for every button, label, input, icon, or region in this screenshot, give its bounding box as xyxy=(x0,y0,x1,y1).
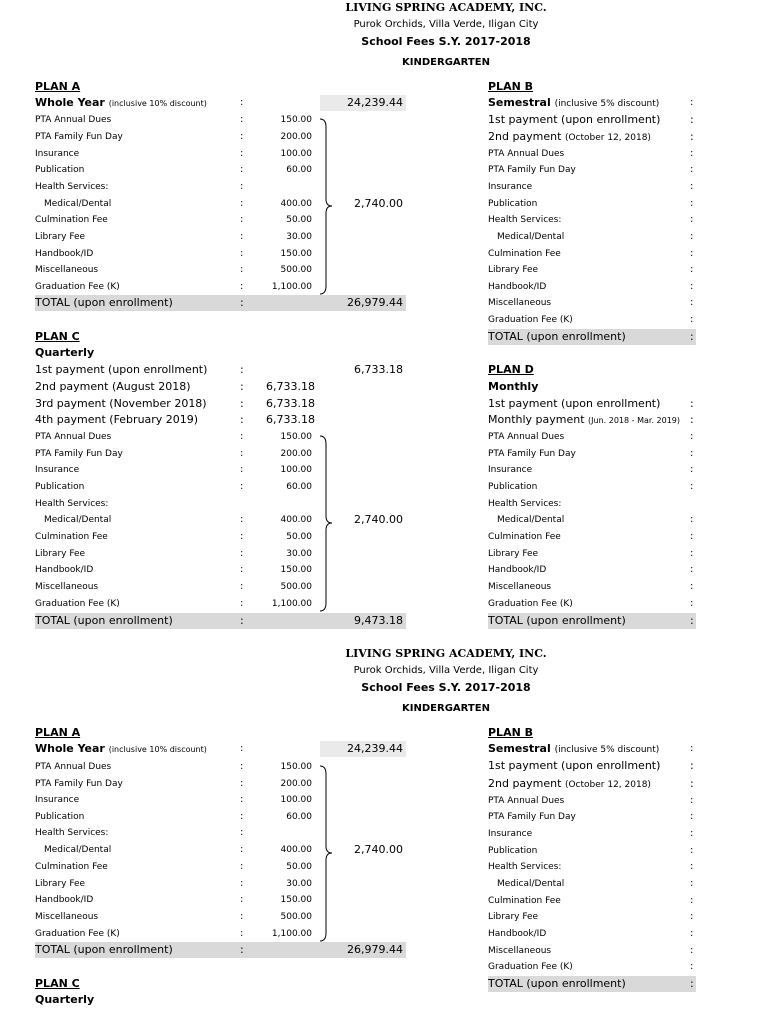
brace-icon xyxy=(318,436,338,611)
plan-title: PLAN D xyxy=(488,363,534,376)
fees-title: School Fees S.Y. 2017-2018 xyxy=(361,681,531,694)
document-header xyxy=(0,0,768,71)
school-name: LIVING SPRING ACADEMY, INC. xyxy=(345,647,547,660)
plan-title: PLAN C xyxy=(35,977,80,990)
grade-level: KINDERGARTEN xyxy=(402,703,490,714)
plan-subtitle: Quarterly xyxy=(35,993,95,1006)
plan-subtitle: Quarterly xyxy=(35,346,95,359)
school-name: LIVING SPRING ACADEMY, INC. xyxy=(345,1,547,14)
plan-total: 9,473.18 xyxy=(354,614,403,627)
plan-note: (inclusive 10% discount) xyxy=(108,745,207,754)
plan-title: PLAN B xyxy=(488,80,534,93)
school-address: Purok Orchids, Villa Verde, Iligan City xyxy=(353,19,539,30)
plan-note: (inclusive 5% discount) xyxy=(554,99,660,109)
grade-level: KINDERGARTEN xyxy=(402,57,490,68)
brace-icon xyxy=(318,119,338,294)
total-label: TOTAL (upon enrollment) xyxy=(488,614,626,627)
plan-total: 26,979.44 xyxy=(347,943,403,956)
total-label: TOTAL (upon enrollment) xyxy=(35,943,173,956)
plan-subtitle: Semestral xyxy=(488,96,551,109)
plan-subtitle: Whole Year xyxy=(35,742,105,755)
subtotal: 2,740.00 xyxy=(354,197,403,210)
plan-title: PLAN A xyxy=(35,726,81,739)
document-header xyxy=(0,646,768,717)
subtotal: 2,740.00 xyxy=(354,513,403,526)
plan-amount: 24,239.44 xyxy=(347,742,403,755)
plan-note: (inclusive 10% discount) xyxy=(108,99,207,108)
plan-subtitle: Whole Year xyxy=(35,96,105,109)
plan-title: PLAN C xyxy=(35,330,80,343)
brace-icon xyxy=(318,766,338,941)
school-address: Purok Orchids, Villa Verde, Iligan City xyxy=(353,665,539,676)
subtotal: 2,740.00 xyxy=(354,843,403,856)
plan-subtitle: Semestral xyxy=(488,742,551,755)
total-label: TOTAL (upon enrollment) xyxy=(35,296,173,309)
total-label: TOTAL (upon enrollment) xyxy=(35,614,173,627)
fees-title: School Fees S.Y. 2017-2018 xyxy=(361,35,531,48)
plan-total: 26,979.44 xyxy=(347,296,403,309)
plan-note: (inclusive 5% discount) xyxy=(554,745,660,755)
plan-title: PLAN A xyxy=(35,80,81,93)
total-label: TOTAL (upon enrollment) xyxy=(488,977,626,990)
total-label: TOTAL (upon enrollment) xyxy=(488,330,626,343)
plan-subtitle: Monthly xyxy=(488,380,539,393)
plan-amount: 24,239.44 xyxy=(347,96,403,109)
plan-title: PLAN B xyxy=(488,726,534,739)
